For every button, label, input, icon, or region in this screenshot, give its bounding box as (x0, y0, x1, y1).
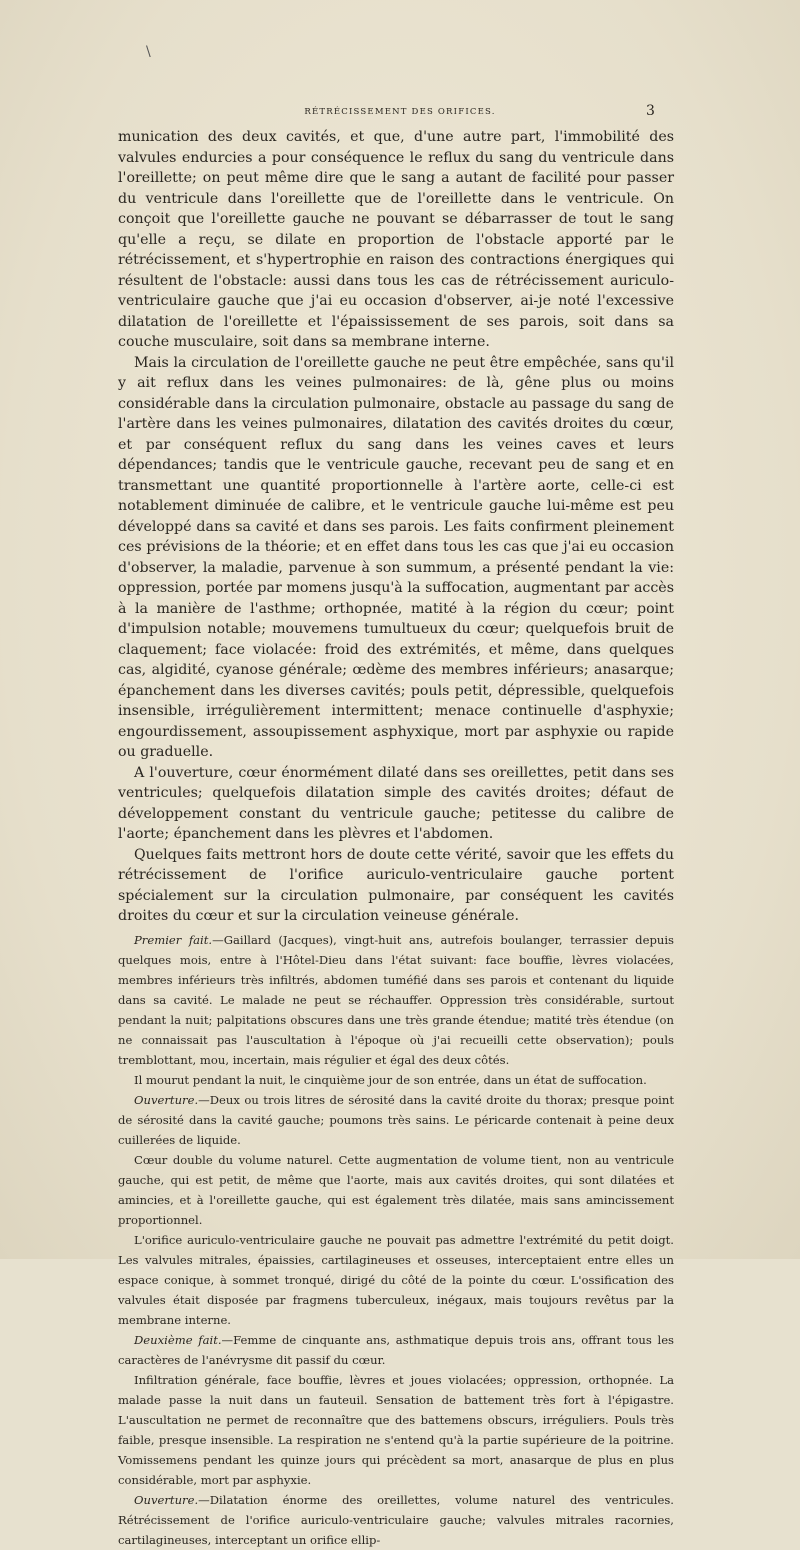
observation-text: —Dilatation énorme des oreillettes, volume naturel des ventricules. Rétrécissement de l'orifice auriculo-ventriculaire gauche; valvules mitrales racornies, cartilagineuses, interceptant un orifice ellip- (118, 1492, 674, 1547)
observation-paragraph (118, 1150, 674, 1230)
observation-text: —Deux ou trois litres de sérosité dans la cavité droite du thorax; presque point de sérosité dans la cavité gauche; poumons très sains. Le péricarde contenait à peine deux cuillerées de liquide. (118, 1092, 674, 1147)
observation-paragraph (118, 930, 674, 1070)
observation-lead: Ouverture. (134, 1492, 199, 1507)
observation-text: —Gaillard (Jacques), vingt-huit ans, autrefois boulanger, terrassier depuis quelques mois, entre à l'Hôtel-Dieu dans l'état suivant: face bouffie, lèvres violacées, membres inférieurs très infiltrés, abdomen tuméfié dans ses parois et contenant du liquide dans sa cavité. Le malade ne peut se réchauffer. Oppression très considérable, surtout pendant la nuit; palpitations obscures dans une très grande étendue; matité très étendue (on ne connaissait pas l'auscultation à l'époque où j'ai recueilli cette observation); pouls tremblottant, mou, incertain, mais régulier et égal des deux côtés. (118, 932, 674, 1067)
page-header (0, 103, 800, 123)
observation-lead: Deuxième fait. (134, 1332, 222, 1347)
running-title: RÉTRÉCISSEMENT DES ORIFICES. (304, 107, 496, 117)
margin-mark: \ (146, 44, 151, 60)
observation-text: Cœur double du volume naturel. Cette augmentation de volume tient, non au ventricule gauche, qui est petit, de même que l'aorte, mais aux cavités droites, qui sont dilatées et amincies, et à l'oreillette gauche, qui est également très dilatée, mais sans amincissement proportionnel. (118, 1152, 674, 1227)
case-observations (118, 930, 674, 1550)
observation-paragraph (118, 1330, 674, 1370)
observation-paragraph (118, 1370, 674, 1490)
page-body (118, 127, 674, 1550)
observation-paragraph (118, 1490, 674, 1550)
paragraph-1: munication des deux cavités, et que, d'une autre part, l'immobilité des valvules endurcies a pour conséquence le reflux du sang du ventricule dans l'oreillette; on peut même dire que le sang a autant de facilité pour passer du ventricule dans l'oreillette que de l'oreillette dans le ventricule. On conçoit que l'oreillette gauche ne pouvant se débarrasser de tout le sang qu'elle a reçu, se dilate en proportion de l'obstacle apporté par le rétrécissement, et s'hypertrophie en raison des contractions énergiques qui résultent de l'obstacle: aussi dans tous les cas de rétrécissement auriculo-ventriculaire gauche que j'ai eu occasion d'observer, ai-je noté l'excessive dilatation de l'oreillette et l'épaississement de ses parois, soit dans sa couche musculaire, soit dans sa membrane interne. (118, 129, 674, 350)
observation-text: Il mourut pendant la nuit, le cinquième jour de son entrée, dans un état de suffocation. (134, 1072, 647, 1087)
observation-text: Infiltration générale, face bouffie, lèvres et joues violacées; oppression, orthopnée. La malade passe la nuit dans un fauteuil. Sensation de battement très fort à l'épigastre. L'auscultation ne permet de reconnaître que des battemens obscurs, irréguliers. Pouls très faible, presque insensible. La respiration ne s'entend qu'à la partie supérieure de la poitrine. Vomissemens pendant les quinze jours qui précèdent sa mort, anasarque de plus en plus considérable, mort par asphyxie. (118, 1372, 674, 1487)
paragraph-4: Quelques faits mettront hors de doute cette vérité, savoir que les effets du rétrécissement de l'orifice auriculo-ventriculaire gauche portent spécialement sur la circulation pulmonaire, par conséquent les cavités droites du cœur et sur la circulation veineuse générale. (118, 846, 674, 924)
observation-paragraph (118, 1090, 674, 1150)
observation-lead: Ouverture. (134, 1092, 199, 1107)
observation-text: L'orifice auriculo-ventriculaire gauche ne pouvait pas admettre l'extrémité du petit doigt. Les valvules mitrales, épaissies, cartilagineuses et osseuses, interceptaient entre elles un espace conique, à sommet tronqué, dirigé du côté de la pointe du cœur. L'ossification des valvules était disposée par fragmens tuberculeux, inégaux, mais toujours revêtus par la membrane interne. (118, 1232, 674, 1327)
paragraph-2: Mais la circulation de l'oreillette gauche ne peut être empêchée, sans qu'il y ait reflux dans les veines pulmonaires: de là, gêne plus ou moins considérable dans la circulation pulmonaire, obstacle au passage du sang de l'artère dans les veines pulmonaires, dilatation des cavités droites du cœur, et par conséquent reflux du sang dans les veines caves et leurs dépendances; tandis que le ventricule gauche, recevant peu de sang et en transmettant une quantité proportionnelle à l'artère aorte, celle-ci est notablement diminuée de calibre, et le ventricule gauche lui-même est peu développé dans sa cavité et dans ses parois. Les faits confirment pleinement ces prévisions de la théorie; et en effet dans tous les cas que j'ai eu occasion d'observer, la maladie, parvenue à son summum, a présenté pendant la vie: oppression, portée par momens jusqu'à la suffocation, augmentant par accès à la manière de l'asthme; orthopnée, matité à la région du cœur; point d'impulsion notable; mouvemens tumultueux du cœur; quelquefois bruit de claquement; face violacée: froid des extrémités, et même, dans quelques cas, algidité, cyanose générale; œdème des membres inférieurs; anasarque; épanchement dans les diverses cavités; pouls petit, dépressible, quelquefois insensible, irrégulièrement intermittent; menace continuelle d'asphyxie; engourdissement, assoupissement asphyxique, mort par asphyxie ou rapide ou graduelle. (118, 354, 674, 760)
observation-paragraph (118, 1230, 674, 1330)
observation-lead: Premier fait. (134, 932, 213, 947)
page-number: 3 (646, 103, 655, 119)
paragraph-3: A l'ouverture, cœur énormément dilaté dans ses oreillettes, petit dans ses ventricules; quelquefois dilatation simple des cavités droites; défaut de développement constant du ventricule gauche; petitesse du calibre de l'aorte; épanchement dans les plèvres et l'abdomen. (118, 764, 674, 842)
observation-paragraph (118, 1070, 674, 1090)
observation-text: —Femme de cinquante ans, asthmatique depuis trois ans, offrant tous les caractères de l'anévrysme dit passif du cœur. (118, 1332, 674, 1367)
